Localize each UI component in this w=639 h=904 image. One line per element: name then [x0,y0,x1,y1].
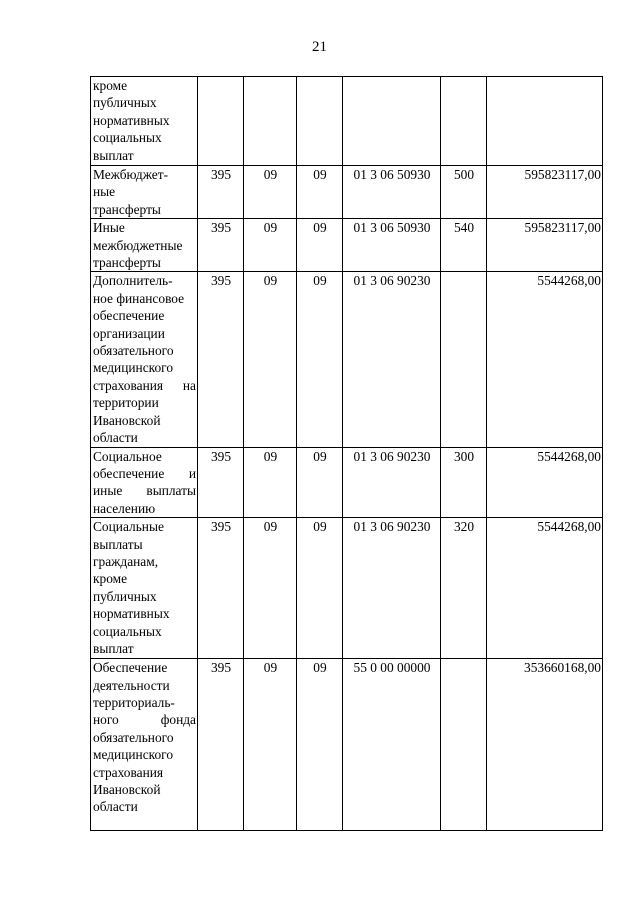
subsection-cell: 09 [297,272,343,447]
name-line: обеспечение [93,308,165,324]
section-cell: 09 [244,518,297,659]
amount-cell: 595823117,00 [487,166,603,219]
admin-code-cell: 395 [198,659,244,831]
expense-type-cell [441,77,487,166]
admin-code-cell: 395 [198,272,244,447]
name-line: гражданам, [93,553,159,569]
expense-type-cell: 540 [441,219,487,272]
amount-cell [487,77,603,166]
row-name-cell [91,166,198,219]
name-line: территориаль- [93,694,175,710]
name-line: ные [93,184,116,200]
name-line: Иные [93,220,125,236]
expense-type-cell: 300 [441,447,487,518]
name-line: нормативных [93,112,170,128]
row-name-cell [91,219,198,272]
name-line: Ивановской [93,412,161,428]
expense-type-cell: 320 [441,518,487,659]
name-line: обязательного [93,343,174,359]
admin-code-cell: 395 [198,447,244,518]
table-row [91,219,603,272]
name-line: трансферты [93,255,161,271]
expense-type-cell [441,659,487,831]
name-line: социальных [93,130,162,146]
subsection-cell: 09 [297,518,343,659]
name-line: Ивановской [93,781,161,797]
admin-code-cell: 395 [198,219,244,272]
name-line: организации [93,325,165,341]
name-line: обязательного [93,729,174,745]
name-line: населению [93,500,156,516]
name-line: иные выплаты [93,483,196,499]
admin-code-cell: 395 [198,518,244,659]
subsection-cell: 09 [297,447,343,518]
amount-cell: 5544268,00 [487,447,603,518]
target-article-cell: 01 3 06 90230 [343,447,441,518]
name-line: межбюджетные [93,237,183,253]
name-line: территории [93,395,159,411]
subsection-cell: 09 [297,166,343,219]
name-line: публичных [93,95,157,111]
name-line: публичных [93,588,157,604]
name-line: социальных [93,623,162,639]
section-cell: 09 [244,166,297,219]
row-name-cell [91,518,198,659]
section-cell: 09 [244,659,297,831]
table-row [91,77,603,166]
name-line: медицинского [93,747,174,763]
name-line: обеспечение и [93,465,196,481]
target-article-cell: 01 3 06 50930 [343,166,441,219]
name-line: выплат [93,147,134,163]
table-row [91,166,603,219]
target-article-cell: 01 3 06 50930 [343,219,441,272]
name-line: деятельности [93,677,170,693]
amount-cell: 5544268,00 [487,272,603,447]
subsection-cell: 09 [297,659,343,831]
amount-cell: 5544268,00 [487,518,603,659]
target-article-cell [343,77,441,166]
admin-code-cell: 395 [198,166,244,219]
name-line: кроме [93,571,128,587]
subsection-cell: 09 [297,219,343,272]
name-line: страхования на [93,377,196,393]
name-line: трансферты [93,201,161,217]
target-article-cell: 01 3 06 90230 [343,272,441,447]
table-row [91,518,603,659]
target-article-cell: 55 0 00 00000 [343,659,441,831]
table-row [91,272,603,447]
name-line: ное финансовое [93,290,185,306]
name-line: Дополнитель- [93,273,173,289]
amount-cell: 595823117,00 [487,219,603,272]
row-name-cell [91,447,198,518]
name-line: выплаты [93,536,143,552]
name-line: кроме [93,78,128,93]
name-line: ного фонда [93,712,196,728]
name-line: Социальные [93,519,164,535]
table-row [91,447,603,518]
expense-type-cell [441,272,487,447]
table-row [91,659,603,831]
row-name-cell [91,77,198,166]
expense-type-cell: 500 [441,166,487,219]
section-cell: 09 [244,219,297,272]
name-line: страхования [93,764,164,780]
name-line: выплат [93,640,134,656]
row-name-cell [91,659,198,831]
amount-cell: 353660168,00 [487,659,603,831]
section-cell [244,77,297,166]
name-line: области [93,799,138,815]
name-line: нормативных [93,606,170,622]
subsection-cell [297,77,343,166]
name-line: медицинского [93,360,174,376]
page-number: 21 [312,39,327,55]
budget-table [90,76,603,831]
name-line: Обеспечение [93,660,168,676]
admin-code-cell [198,77,244,166]
section-cell: 09 [244,272,297,447]
name-line: Межбюджет- [93,167,169,182]
name-line: области [93,430,138,446]
section-cell: 09 [244,447,297,518]
name-line: Социальное [93,448,162,464]
target-article-cell: 01 3 06 90230 [343,518,441,659]
row-name-cell [91,272,198,447]
